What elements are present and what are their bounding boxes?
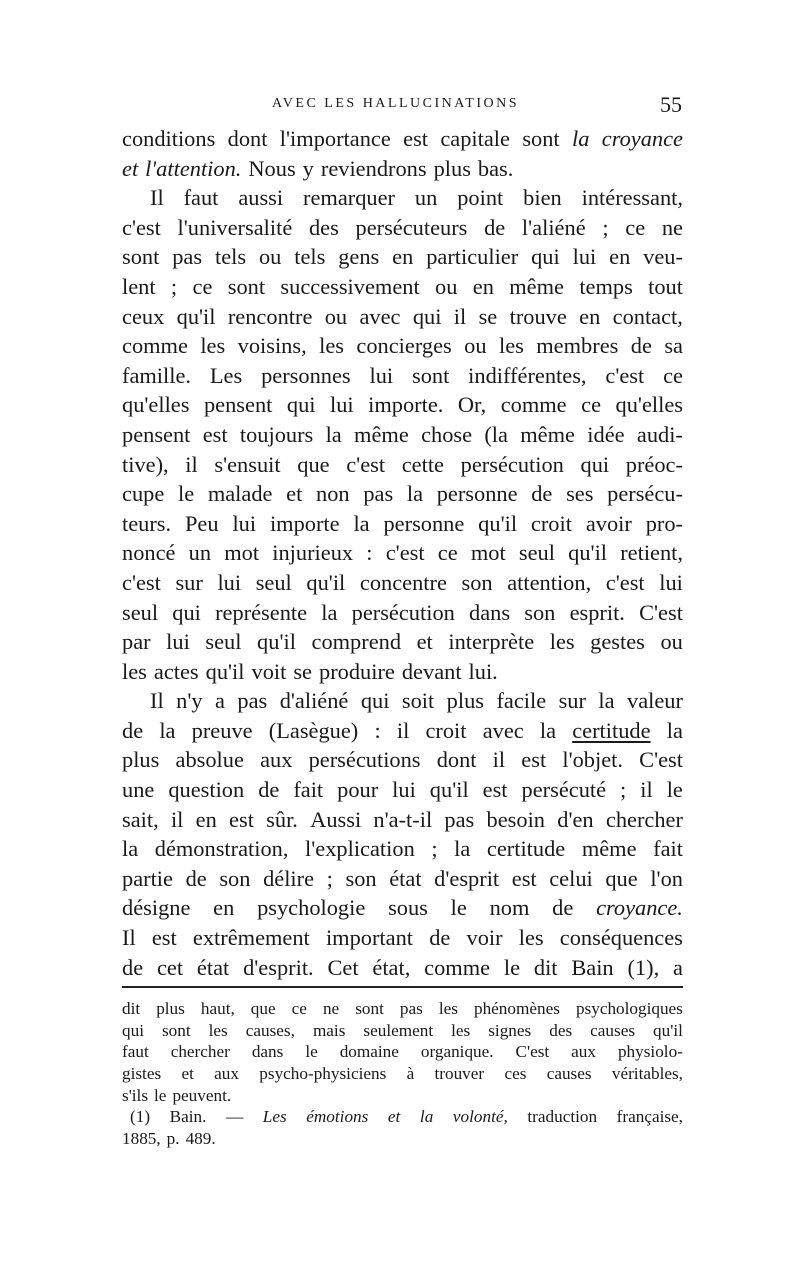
footnote-line: qui sont les causes, mais seulement les signes des causes qu'il — [122, 1020, 683, 1040]
body-line: Il n'y a pas d'aliéné qui soit plus facile sur la valeur — [150, 688, 683, 714]
body-line: famille. Les personnes lui sont indifférentes, c'est ce — [122, 362, 683, 388]
body-line: de cet état d'esprit. Cet état, comme le dit Bain (1), a — [122, 954, 683, 980]
footnote-line: (1) Bain. — Les émotions et la volonté, traduction française, — [130, 1107, 683, 1127]
body-line: désigne en psychologie sous le nom de croyance. — [122, 895, 683, 921]
page-number: 55 — [660, 92, 682, 117]
footnote-line: 1885, p. 489. — [122, 1129, 216, 1149]
footnote-line: gistes et aux psycho-physiciens à trouver ces causes véritables, — [122, 1064, 683, 1084]
body-line: de la preuve (Lasègue) : il croit avec la certitude la — [122, 717, 683, 743]
body-line: sait, il en est sûr. Aussi n'a-t-il pas besoin d'en chercher — [122, 806, 683, 832]
body-line: Il faut aussi remarquer un point bien intéressant, — [150, 185, 683, 211]
body-line: les actes qu'il voit se produire devant lui. — [122, 658, 498, 684]
body-line: seul qui représente la persécution dans son esprit. C'est — [122, 599, 683, 625]
body-line: tive), il s'ensuit que c'est cette persécution qui préoc- — [122, 451, 683, 477]
body-line: plus absolue aux persécutions dont il est l'objet. C'est — [122, 747, 683, 773]
body-line: qu'elles pensent qui lui importe. Or, comme ce qu'elles — [122, 392, 683, 418]
body-line: la démonstration, l'explication ; la certitude même fait — [122, 836, 683, 862]
body-line: Il est extrêmement important de voir les conséquences — [122, 925, 683, 951]
body-line: sont pas tels ou tels gens en particulier qui lui en veu- — [122, 244, 683, 270]
running-head-title: AVEC LES HALLUCINATIONS — [272, 96, 520, 111]
body-line: c'est l'universalité des persécuteurs de l'aliéné ; ce ne — [122, 214, 683, 240]
footnote-rule — [122, 986, 683, 988]
body-line: ceux qu'il rencontre ou avec qui il se trouve en contact, — [122, 303, 683, 329]
body-line: conditions dont l'importance est capitale sont la croyance — [122, 126, 683, 151]
body-line: partie de son délire ; son état d'esprit est celui que l'on — [122, 865, 683, 891]
footnote-line: s'ils le peuvent. — [122, 1085, 232, 1105]
body-line: une question de fait pour lui qu'il est persécuté ; il le — [122, 777, 683, 803]
body-line: et l'attention. Nous y reviendrons plus bas. — [122, 155, 514, 181]
body-line: noncé un mot injurieux : c'est ce mot seul qu'il retient, — [122, 540, 683, 566]
running-head — [122, 92, 682, 122]
body-line: lent ; ce sont successivement ou en même temps tout — [122, 273, 683, 299]
body-line: par lui seul qu'il comprend et interprète les gestes ou — [122, 629, 683, 655]
body-line: c'est sur lui seul qu'il concentre son attention, c'est lui — [122, 569, 683, 595]
footnotes — [122, 998, 683, 1150]
main-text — [122, 124, 683, 982]
body-line: pensent est toujours la même chose (la même idée audi- — [122, 421, 683, 447]
footnote-line: dit plus haut, que ce ne sont pas les phénomènes psychologiques — [122, 999, 683, 1018]
body-line: comme les voisins, les concierges ou les membres de sa — [122, 333, 683, 359]
footnote-line: faut chercher dans le domaine organique. C'est aux physiolo- — [122, 1042, 683, 1062]
body-line: cupe le malade et non pas la personne de ses persécu- — [122, 481, 683, 507]
body-line: teurs. Peu lui importe la personne qu'il croit avoir pro- — [122, 510, 683, 536]
